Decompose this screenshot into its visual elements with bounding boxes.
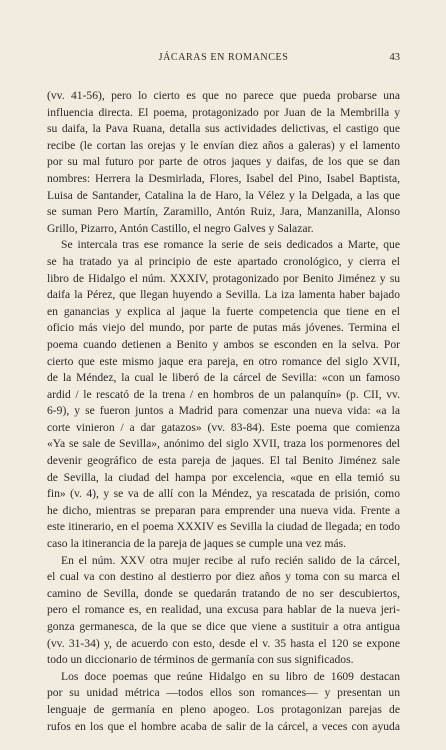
text-line: por su unidad métrica —todos ellos son romances— y presentan un — [47, 686, 400, 700]
body-text — [47, 88, 400, 735]
text-line: oficio más viejo del mundo, por parte de putas más jóvenes. Termina el — [47, 321, 400, 335]
paragraph — [47, 553, 400, 669]
text-line: ardid / le rescató de la trena / en hombros de un palanquín» (p. CII, vv. — [47, 387, 400, 401]
text-line: se ha tratado ya al principio de este apartado cronológico, y cierra el — [47, 254, 400, 268]
text-line: cierto que este mismo jaque era pareja, en otro romance del siglo XVII, — [47, 354, 400, 368]
text-line: recibe (le cortan las orejas y le envían diez años a galeras) y el lamento — [47, 138, 400, 152]
text-line: de Sevilla, la ciudad del hampa por excelencia, «que en ella temió su — [47, 470, 400, 484]
text-line: se suman Pero Martín, Zaramillo, Antón Ruiz, Jara, Manzanilla, Alonso — [47, 205, 400, 219]
text-line: 6-9), y se fueron juntos a Madrid para comenzar una nueva vida: «a la — [47, 404, 400, 418]
text-line: en ganancias y explica al jaque la fuerte competencia que tiene en el — [47, 304, 400, 318]
running-title: JÁCARAS EN ROMANCES — [158, 52, 289, 63]
text-line: Grillo, Pizarro, Antón Castillo, el negro Galves y Salazar. — [47, 221, 314, 235]
text-line: lenguaje de germanía en pleno apogeo. Los protagonizan parejas de — [47, 702, 400, 716]
paragraph — [47, 88, 400, 237]
text-line: libro de Hidalgo el núm. XXXIV, protagonizado por Benito Jiménez y su — [47, 271, 400, 285]
text-line: Los doce poemas que reúne Hidalgo en su libro de 1609 destacan — [61, 669, 400, 683]
text-line: (vv. 41-56), pero lo cierto es que no parece que pueda probarse una — [47, 89, 400, 102]
text-line: su daifa, la Pava Ruana, detalla sus actividades delictivas, el castigo que — [47, 122, 400, 136]
text-line: el cual va con destino al destierro por diez años y toma con su marca el — [47, 570, 400, 584]
text-line: este itinerario, en el poema XXXIV es Sevilla la ciudad de llegada; en todo — [47, 520, 400, 534]
text-line: daifa la Pérez, que llegan huyendo a Sevilla. La iza lamenta haber bajado — [47, 288, 400, 302]
text-line: he dicho, mientras se preparan para emprender una nueva vida. Frente a — [47, 503, 400, 517]
text-line: fin» (v. 4), y se va de allí con la Méndez, ya rescatada de prisión, como — [47, 487, 400, 501]
text-line: devenir geográfico de esta pareja de jaques. El tal Benito Jiménez sale — [47, 454, 400, 468]
text-line: gonza germanesca, de la que se dice que viene a sustituir a otra antigua — [47, 620, 400, 633]
text-line: En el núm. XXV otra mujer recibe al rufo recién salido de la cárcel, — [61, 553, 400, 567]
text-line: nombres: Herrera la Desmirlada, Flores, Isabel del Pino, Isabel Baptista, — [47, 171, 400, 185]
paragraph — [47, 669, 400, 735]
text-line: influencia directa. El poema, protagonizado por Juan de la Membrilla y — [47, 105, 400, 119]
text-line: por su mal futuro por parte de otros jaques y daifas, de los que se dan — [47, 155, 400, 169]
text-line: Luisa de Santander, Catalina la de Haro, la Vélez y la Delgada, a las que — [47, 188, 400, 202]
page-number: 43 — [389, 52, 400, 63]
text-line: todo un diccionario de términos de germanía con sus significados. — [47, 653, 354, 667]
running-head — [47, 52, 400, 66]
text-line: (vv. 31-34) y, de acuerdo con esto, desde el v. 35 hasta el 120 se expone — [47, 636, 400, 650]
text-line: rufos en los que el hombre acaba de salir de la cárcel, a veces con ayuda — [47, 719, 400, 733]
text-line: pero el romance es, en realidad, una excusa para hablar de la nueva jeri- — [47, 603, 400, 617]
text-line: camino de Sevilla, donde se quedarán tratando de no ser descubiertos, — [47, 586, 400, 600]
text-line: corte vinieron / a dar gatazos» (vv. 83-84). Este poema que comienza — [47, 420, 400, 434]
text-line: de la Méndez, la cual le liberó de la cárcel de Sevilla: «con un famoso — [47, 371, 400, 385]
text-line: caso la itinerancia de la pareja de jaques se cumple una vez más. — [47, 537, 347, 551]
text-line: «Ya se sale de Sevilla», anónimo del siglo XVII, traza los pormenores del — [47, 437, 400, 451]
text-line: poema cuando detienen a Benito y ambos se esconden en la selva. Por — [47, 337, 400, 351]
text-line: Se intercala tras ese romance la serie de seis dedicados a Marte, que — [61, 238, 400, 252]
paragraph — [47, 237, 400, 552]
